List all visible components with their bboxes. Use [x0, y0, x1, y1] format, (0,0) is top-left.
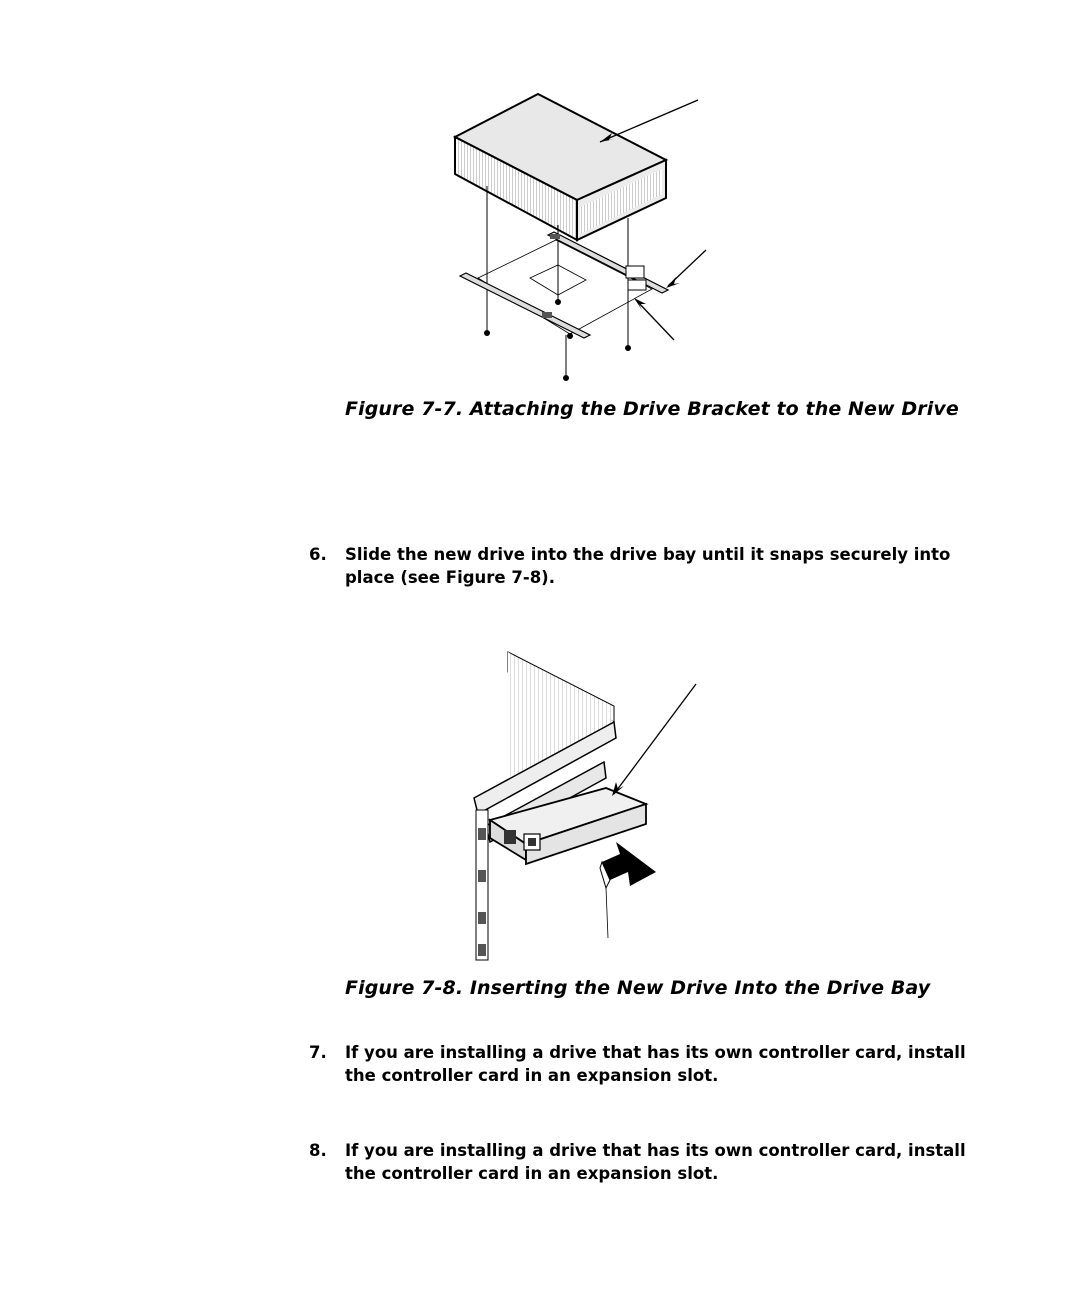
step-6 — [309, 543, 999, 589]
step-number: 6. — [309, 545, 327, 564]
step-number: 7. — [309, 1043, 327, 1062]
step-text: If you are installing a drive that has its own controller card, install the controller card in an expansion slot. — [345, 1141, 966, 1183]
step-text: If you are installing a drive that has its own controller card, install the controller card in an expansion slot. — [345, 1043, 966, 1085]
step-number: 8. — [309, 1141, 327, 1160]
step-7 — [309, 1041, 999, 1087]
figure-7-7-illustration — [440, 90, 720, 390]
figure-7-7-caption: Figure 7-7. Attaching the Drive Bracket to the New Drive — [345, 398, 959, 420]
figure-7-8-illustration — [466, 648, 706, 966]
figure-7-8-caption: Figure 7-8. Inserting the New Drive Into the Drive Bay — [345, 977, 931, 999]
step-8 — [309, 1139, 999, 1185]
step-text: Slide the new drive into the drive bay until it snaps securely into place (see Figure 7-8). — [345, 545, 951, 587]
